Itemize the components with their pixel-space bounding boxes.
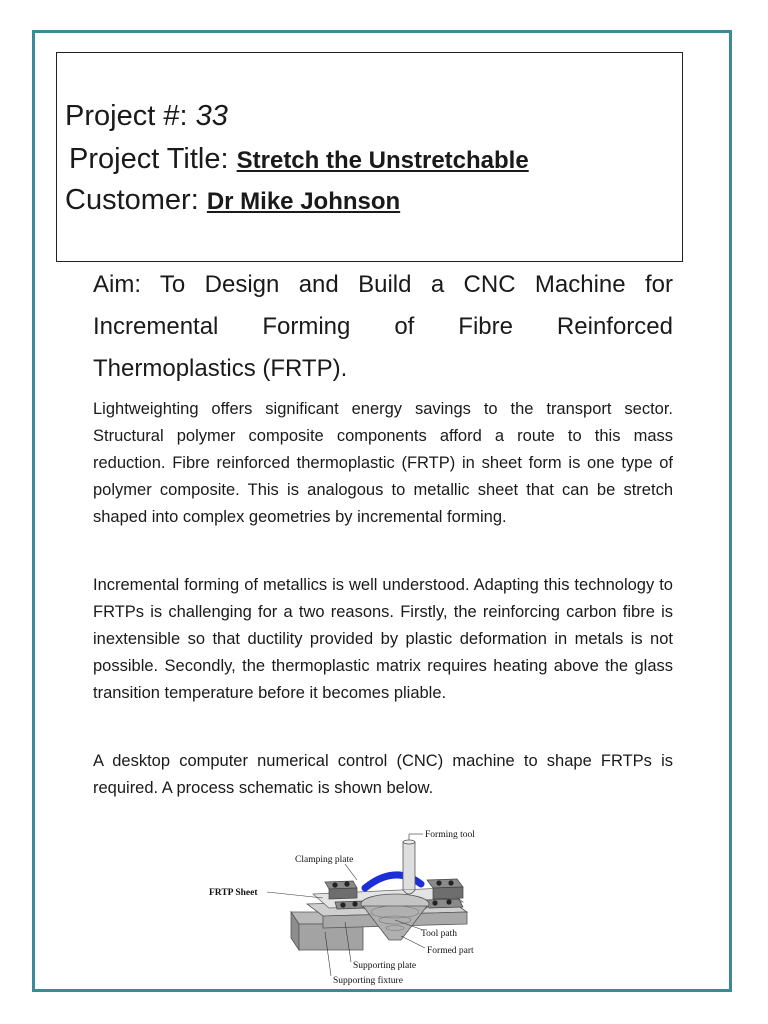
project-title-line	[69, 141, 529, 179]
project-number-value: 33	[195, 100, 228, 132]
customer-label: Customer:	[65, 184, 207, 216]
label-frtp-sheet: FRTP Sheet	[209, 888, 258, 898]
project-title-value: Stretch the Unstretchable	[236, 147, 529, 174]
label-formed-part: Formed part	[427, 946, 474, 956]
process-schematic-drawing	[195, 812, 495, 992]
project-number-label: Project #:	[65, 100, 196, 132]
project-number-line	[65, 98, 228, 134]
label-tool-path: Tool path	[421, 929, 458, 939]
paragraph-incremental-forming: Incremental forming of metallics is well understood. Adapting this technology to FRTPs is challenging for a two reasons. Firstly, the reinforcing carbon fibre is inextensible so that ductility provided by plastic deformation in metals is not possible. Secondly, the thermoplastic matrix requires heating above the glass transition temperature before it becomes pliable.	[93, 576, 673, 702]
process-schematic	[195, 812, 495, 992]
label-supporting-plate: Supporting plate	[353, 961, 417, 971]
project-header-box	[56, 52, 683, 262]
label-clamping-plate: Clamping plate	[295, 855, 354, 865]
aim-statement: Aim: To Design and Build a CNC Machine for Incremental Forming of Fibre Reinforced Thermoplastics (FRTP).	[93, 271, 673, 382]
label-supporting-fixture: Supporting fixture	[333, 976, 403, 986]
label-forming-tool: Forming tool	[425, 830, 475, 840]
project-title-label: Project Title:	[69, 143, 237, 175]
customer-line	[65, 182, 400, 220]
paragraph-lightweighting: Lightweighting offers significant energy savings to the transport sector. Structural polymer composite components afford a route to this mass reduction. Fibre reinforced thermoplastic (FRTP) in sheet form is one type of polymer composite. This is analogous to metallic sheet that can be stretch shaped into complex geometries by incremental forming.	[93, 400, 673, 526]
paragraph-cnc-requirement: A desktop computer numerical control (CNC) machine to shape FRTPs is required. A process schematic is shown below.	[93, 752, 673, 797]
customer-value: Dr Mike Johnson	[206, 188, 401, 215]
